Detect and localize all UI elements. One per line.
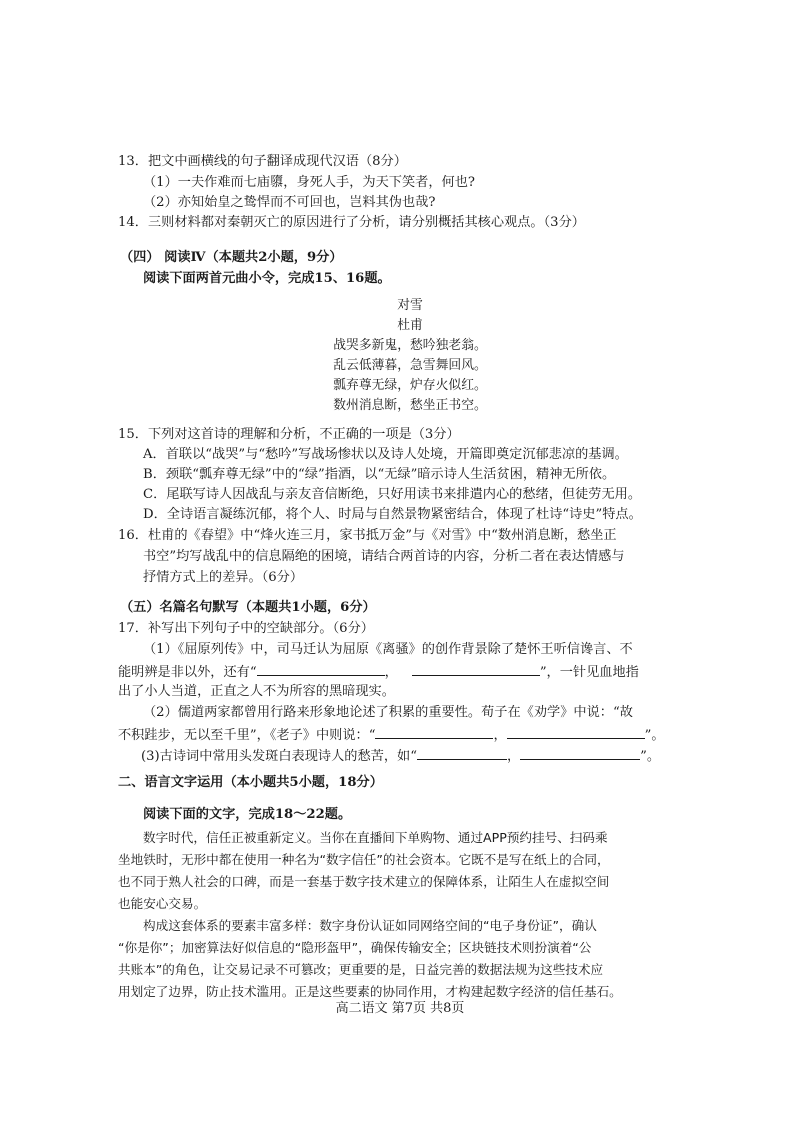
- q15-option-b: B．颈联“瓢弃尊无绿”中的“绿”指酒，以“无绿”暗示诗人生活贫困，精神无所依。: [143, 467, 616, 482]
- q17-part-1: （1）《屈原列传》中，司马迁认为屈原《离骚》的创作背景除了楚怀王听信谗言、不: [143, 642, 633, 657]
- answer-blank[interactable]: [375, 725, 493, 739]
- passage-line: 共账本”的角色，让交易记录不可篡改；更重要的是，日益完善的数据法规为这些技术应: [118, 962, 604, 977]
- q16-line: 书空”均写战乱中的信息隔绝的困境，请结合两首诗的内容，分析二者在表达情感与: [143, 549, 625, 564]
- q17-part-2: （2）儒道两家都曾用行路来形象地论述了积累的重要性。荀子在《劝学》中说：“故: [143, 705, 633, 720]
- answer-blank[interactable]: [520, 746, 640, 760]
- answer-blank[interactable]: [417, 746, 507, 760]
- answer-blank[interactable]: [257, 662, 385, 676]
- q15-option-c: C．尾联写诗人因战乱与亲友音信断绝，只好用读书来排遣内心的愁绪，但徒劳无用。: [143, 487, 642, 502]
- passage-line: 也能安心交易。: [118, 896, 207, 911]
- poem-line: 数州消息断，愁坐正书空。: [333, 398, 487, 413]
- poem-line: 战哭多新鬼，愁吟独老翁。: [333, 338, 487, 353]
- page-footer: 高二语文 第7页 共8页: [335, 1001, 465, 1016]
- passage-line: 数字时代，信任正被重新定义。当你在直播间下单购物、通过APP预约挂号、扫码乘: [143, 830, 608, 845]
- passage-line: 也不同于熟人社会的口碑，而是一套基于数字技术建立的保障体系，让陌生人在虚拟空间: [118, 874, 610, 889]
- q16-line: 16．杜甫的《春望》中“烽火连三月，家书抵万金”与《对雪》中“数州消息断，愁坐正: [118, 528, 617, 543]
- q13-sentence-2: （2）亦知始皇之鸷悍而不可回也，岂料其伪也哉?: [143, 195, 436, 210]
- passage-line: 构成这套体系的要素丰富多样：数字身份认证如同网络空间的“电子身份证”，确认: [143, 918, 597, 933]
- q17-part-1-end: 出了小人当道，正直之人不为所容的黑暗现实。: [118, 684, 395, 699]
- q15-option-d: D．全诗语言凝练沉郁，将个人、时局与自然景物紧密结合，体现了杜诗“诗史”特点。: [143, 507, 642, 522]
- poem-line: 乱云低薄暮，急雪舞回风。: [333, 358, 487, 373]
- passage-line: 用划定了边界，防止技术滥用。正是这些要素的协同作用，才构建起数字经济的信任基石。: [118, 984, 622, 999]
- answer-blank[interactable]: [507, 725, 645, 739]
- q17-part-2-fill: 不积跬步，无以至千里”，《老子》中则说：“ ， ”。: [118, 725, 665, 745]
- poem-title: 对雪: [397, 298, 423, 313]
- section-4-instruction: 阅读下面两首元曲小令，完成15、16题。: [143, 271, 391, 286]
- section-4-heading: （四） 阅读Ⅳ（本题共2小题，9分）: [120, 250, 343, 265]
- poem-line: 瓢弃尊无绿，炉存火似红。: [333, 378, 487, 393]
- q13-sentence-1: （1）一夫作难而七庙隳，身死人手，为天下笑者，何也?: [143, 175, 475, 190]
- answer-blank[interactable]: [412, 662, 540, 676]
- reading-instruction: 阅读下面的文字，完成18～22题。: [143, 807, 352, 822]
- q17-title: 17．补写出下列句子中的空缺部分。（6分）: [118, 621, 374, 636]
- part-2-heading: 二、语言文字运用（本小题共5小题，18分）: [118, 775, 383, 790]
- passage-line: “你是你”；加密算法好似信息的“隐形盔甲”，确保传输安全；区块链技术则扮演着“公: [118, 940, 592, 955]
- q17-part-3-fill: (3)古诗词中常用头发斑白表现诗人的愁苦，如“ ， ”。: [141, 746, 660, 766]
- q16-line: 抒情方式上的差异。（6分）: [143, 570, 304, 585]
- q15-title: 15．下列对这首诗的理解和分析，不正确的一项是（3分）: [118, 427, 460, 442]
- q13-title: 13．把文中画横线的句子翻译成现代汉语（8分）: [118, 154, 407, 169]
- passage-line: 坐地铁时，无形中都在使用一种名为“数字信任”的社会资本。它既不是写在纸上的合同，: [118, 852, 610, 867]
- q14-text: 14．三则材料都对秦朝灭亡的原因进行了分析，请分别概括其核心观点。（3分）: [118, 215, 585, 230]
- q17-part-1-fill: 能明辨是非以外，还有“ ， ”，一针见血地指: [118, 662, 639, 682]
- section-5-heading: （五）名篇名句默写（本题共1小题，6分）: [120, 600, 376, 615]
- poem-author: 杜甫: [397, 318, 423, 333]
- q15-option-a: A．首联以“战哭”与“愁吟”写战场惨状以及诗人处境，开篇即奠定沉郁悲凉的基调。: [143, 447, 628, 462]
